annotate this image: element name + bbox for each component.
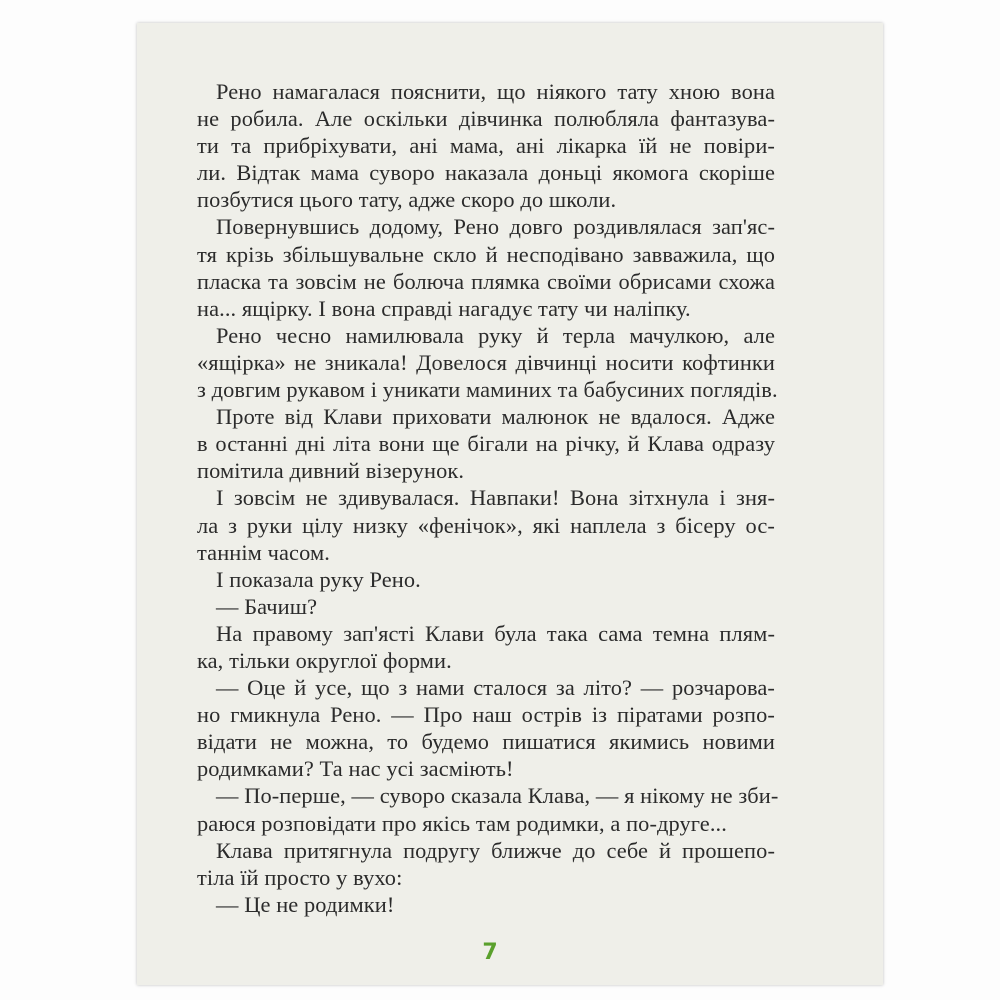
- text-line: ла з руки цілу низку «фенічок», які наплела з бісеру ос-: [197, 512, 775, 538]
- text-line: не робила. Але оскільки дівчинка полюбляла фантазува-: [197, 106, 775, 132]
- text-line: На правому зап'ясті Клави була така сама темна плям-: [216, 620, 775, 646]
- text-line: тя крізь збільшувальне скло й несподівано завважила, що: [197, 241, 775, 267]
- text-line: пласка та зовсім не болюча плямка своїми обрисами схожа: [197, 268, 775, 294]
- text-line: — Бачиш?: [216, 593, 318, 619]
- text-line: Повернувшись додому, Рено довго роздивлялася зап'яс-: [216, 214, 775, 240]
- text-line: Клава притягнула подругу ближче до себе й прошепо-: [216, 837, 775, 863]
- body-text: [197, 78, 779, 918]
- text-line: І показала руку Рено.: [216, 566, 421, 592]
- text-line: з довгим рукавом і уникати маминих та бабусиних поглядів.: [197, 377, 778, 403]
- text-line: родимками? Та нас усі засміють!: [197, 756, 514, 782]
- text-line: ли. Відтак мама суворо наказала доньці якомога скоріше: [197, 160, 775, 186]
- text-line: на... ящірку. І вона справді нагадує тату чи наліпку.: [197, 295, 691, 321]
- page-number: 7: [482, 940, 498, 965]
- text-line: — По-перше, — суворо сказала Клава, — я нікому не зби-: [216, 783, 779, 809]
- text-line: ти та прибріхувати, ані мама, ані лікарка їй не повіри-: [197, 133, 775, 159]
- text-line: Рено чесно намилювала руку й терла мачулкою, але: [216, 322, 775, 348]
- text-line: раюся розповідати про якісь там родимки, а по-друге...: [197, 810, 727, 836]
- text-line: в останні дні літа вони ще бігали на річку, й Клава одразу: [197, 431, 775, 457]
- text-line: «ящірка» не зникала! Довелося дівчинці носити кофтинки: [197, 349, 775, 375]
- text-line: позбутися цього тату, адже скоро до школи.: [197, 187, 617, 213]
- text-line: І зовсім не здивувалася. Навпаки! Вона зітхнула і зня-: [216, 485, 775, 511]
- text-line: Проте від Клави приховати малюнок не вдалося. Адже: [216, 404, 775, 430]
- text-line: — Це не родимки!: [216, 891, 395, 917]
- text-line: Рено намагалася пояснити, що ніякого тату хною вона: [216, 79, 775, 104]
- text-line: таннім часом.: [197, 539, 330, 565]
- text-line: тіла їй просто у вухо:: [197, 864, 403, 890]
- text-line: ка, тільки округлої форми.: [197, 647, 452, 673]
- text-line: но гмикнула Рено. — Про наш острів із піратами розпо-: [197, 702, 775, 728]
- text-line: відати не можна, то будемо пишатися якимись новими: [197, 729, 775, 755]
- text-line: помітила дивний візерунок.: [197, 458, 465, 484]
- text-line: — Оце й усе, що з нами сталося за літо? — розчарова-: [216, 675, 775, 701]
